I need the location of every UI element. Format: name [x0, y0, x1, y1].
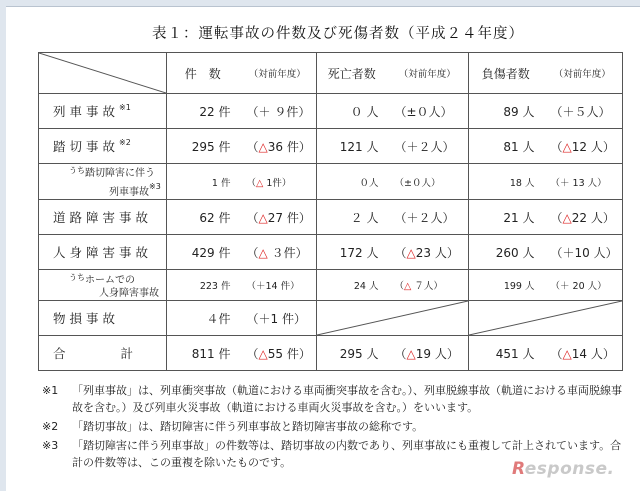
- table-row-sub: $^{うち}$ホームでの 人身障害事故 223 件 （＋14 件） 24 人 （△ ７人） 199 人 （＋ 20 人）: [39, 270, 623, 301]
- deaths-cell: 121 人: [317, 129, 387, 164]
- count-cell: 811 件: [167, 336, 239, 371]
- injured-change-cell: （＋10 人）: [543, 235, 623, 270]
- footnote-text: 「踏切障害に伴う列車事故」の件数等は、踏切事故の内数であり、列車事故にも重複して計上されています。合計の件数等は、この重複を除いたものです。: [72, 439, 622, 469]
- count-cell: 22 件: [167, 94, 239, 129]
- injured-cell: 199 人: [469, 270, 543, 301]
- injured-cell: 18 人: [469, 164, 543, 200]
- deaths-change-cell: 19 人）: [415, 346, 459, 361]
- count-cell: 1 件: [167, 164, 239, 200]
- count-change-cell: （＋ ９件）: [239, 94, 317, 129]
- count-change-cell: 36 件）: [267, 139, 311, 154]
- response-watermark-logo: Response.: [512, 459, 615, 479]
- empty-deaths-cell: [317, 301, 469, 336]
- decrease-triangle: △: [258, 346, 268, 361]
- deaths-cell: ０人: [317, 164, 387, 200]
- decrease-triangle: △: [562, 139, 572, 154]
- decrease-triangle: △: [562, 210, 572, 225]
- deaths-cell: 172 人: [317, 235, 387, 270]
- row-label: 物損事故: [39, 301, 167, 336]
- injured-cell: 89 人: [469, 94, 543, 129]
- footnote-mark: ※2: [42, 420, 59, 433]
- count-cell: ４件: [167, 301, 239, 336]
- table-title: 表１：運転事故の件数及び死傷者数（平成２４年度）: [152, 26, 524, 42]
- deaths-change-cell: （±０人）: [387, 164, 469, 200]
- row-label: 列車事故: [53, 104, 120, 119]
- header-corner: [39, 53, 167, 94]
- header-injured-change: （対前年度）: [543, 53, 623, 94]
- count-cell: 223 件: [167, 270, 239, 301]
- deaths-change-cell: ７人）: [411, 281, 443, 292]
- header-count: 件 数: [167, 53, 239, 94]
- count-change-cell: 55 件）: [267, 346, 311, 361]
- header-count-change: （対前年度）: [239, 53, 317, 94]
- decrease-triangle: △: [258, 139, 268, 154]
- row-label: 合 計: [39, 336, 167, 371]
- window-top-border: [0, 0, 640, 7]
- injured-change-cell: 12 人）: [571, 139, 615, 154]
- deaths-change-cell: （＋２人）: [387, 200, 469, 235]
- count-change-cell: （＋1 件）: [239, 301, 317, 336]
- footnote-mark: ※3: [149, 182, 161, 191]
- injured-cell: 451 人: [469, 336, 543, 371]
- table-row-sub: $^{うち}$踏切障害に伴う 列車事故$^{※3}$ 1 件 （△ 1件） ０人 （±０人） 18 人 （＋ 13 人）: [39, 164, 623, 200]
- row-label: 人身障害事故: [39, 235, 167, 270]
- footnote-1: [42, 382, 632, 416]
- count-change-cell: ３件）: [267, 245, 308, 260]
- row-label-line2: 人身障害事故: [99, 287, 159, 299]
- injured-cell: 81 人: [469, 129, 543, 164]
- row-label-line1: 踏切障害に伴う: [85, 168, 155, 179]
- footnote-mark: ※1: [119, 103, 131, 112]
- header-deaths-change: （対前年度）: [387, 53, 469, 94]
- row-label-line2: 列車事故: [109, 187, 149, 198]
- injured-change-cell: 22 人）: [571, 210, 615, 225]
- injured-change-cell: 14 人）: [571, 346, 615, 361]
- injured-cell: 21 人: [469, 200, 543, 235]
- injured-change-cell: （＋ 13 人）: [543, 164, 623, 200]
- header-injured: 負傷者数: [469, 53, 543, 94]
- deaths-cell: ０ 人: [317, 94, 387, 129]
- empty-injured-cell: [469, 301, 623, 336]
- count-cell: 295 件: [167, 129, 239, 164]
- table-row: 踏切事故$^{※2}$ 295 件 （△36 件） 121 人 （＋２人） 81 人 （△12 人）: [39, 129, 623, 164]
- footnote-mark: ※3: [42, 439, 59, 452]
- deaths-cell: ２ 人: [317, 200, 387, 235]
- header-row: [39, 53, 623, 94]
- accident-table: [38, 52, 623, 371]
- window-left-border: [0, 0, 6, 491]
- injured-cell: 260 人: [469, 235, 543, 270]
- decrease-triangle: △: [256, 177, 264, 189]
- decrease-triangle: △: [404, 281, 412, 292]
- footnote-mark: ※1: [42, 384, 59, 397]
- injured-change-cell: （＋ 20 人）: [543, 270, 623, 301]
- count-cell: 62 件: [167, 200, 239, 235]
- table-row: 道路障害事故 62 件 （△27 件） ２ 人 （＋２人） 21 人 （△22 人）: [39, 200, 623, 235]
- row-label: 踏切事故: [53, 139, 120, 154]
- footnote-2: [42, 418, 632, 435]
- deaths-change-cell: （±０人）: [387, 94, 469, 129]
- footnote-text: 「列車事故」は、列車衝突事故（軌道における車両衝突事故を含む。）、列車脱線事故（軌道における車両脱線事故を含む。）及び列車火災事故（軌道における車両火災事故を含む。）をいいます。: [72, 384, 622, 414]
- decrease-triangle: △: [406, 245, 416, 260]
- sub-prefix: うち: [69, 272, 85, 282]
- decrease-triangle: △: [406, 346, 416, 361]
- table-row: [39, 94, 623, 129]
- header-deaths: 死亡者数: [317, 53, 387, 94]
- decrease-triangle: △: [258, 210, 268, 225]
- count-change-cell: （＋14 件）: [239, 270, 317, 301]
- table-row: 人身障害事故 429 件 （△ ３件） 172 人 （△23 人） 260 人 （＋10 人）: [39, 235, 623, 270]
- footnote-mark: ※2: [119, 138, 131, 147]
- decrease-triangle: △: [562, 346, 572, 361]
- count-change-cell: 1件）: [263, 177, 292, 189]
- sub-prefix: うち: [69, 166, 85, 175]
- deaths-change-cell: （＋２人）: [387, 129, 469, 164]
- decrease-triangle: △: [258, 245, 268, 260]
- deaths-cell: 24 人: [317, 270, 387, 301]
- table-row-total: 合 計 811 件 （△55 件） 295 人 （△19 人） 451 人 （△14 人）: [39, 336, 623, 371]
- count-change-cell: 27 件）: [267, 210, 311, 225]
- table-row: [39, 301, 623, 336]
- row-label: 道路障害事故: [39, 200, 167, 235]
- deaths-cell: 295 人: [317, 336, 387, 371]
- deaths-change-cell: 23 人）: [415, 245, 459, 260]
- injured-change-cell: （＋５人）: [543, 94, 623, 129]
- count-cell: 429 件: [167, 235, 239, 270]
- footnote-text: 「踏切事故」は、踏切障害に伴う列車事故と踏切障害事故の総称です。: [72, 420, 424, 433]
- row-label-line1: ホームでの: [85, 274, 135, 286]
